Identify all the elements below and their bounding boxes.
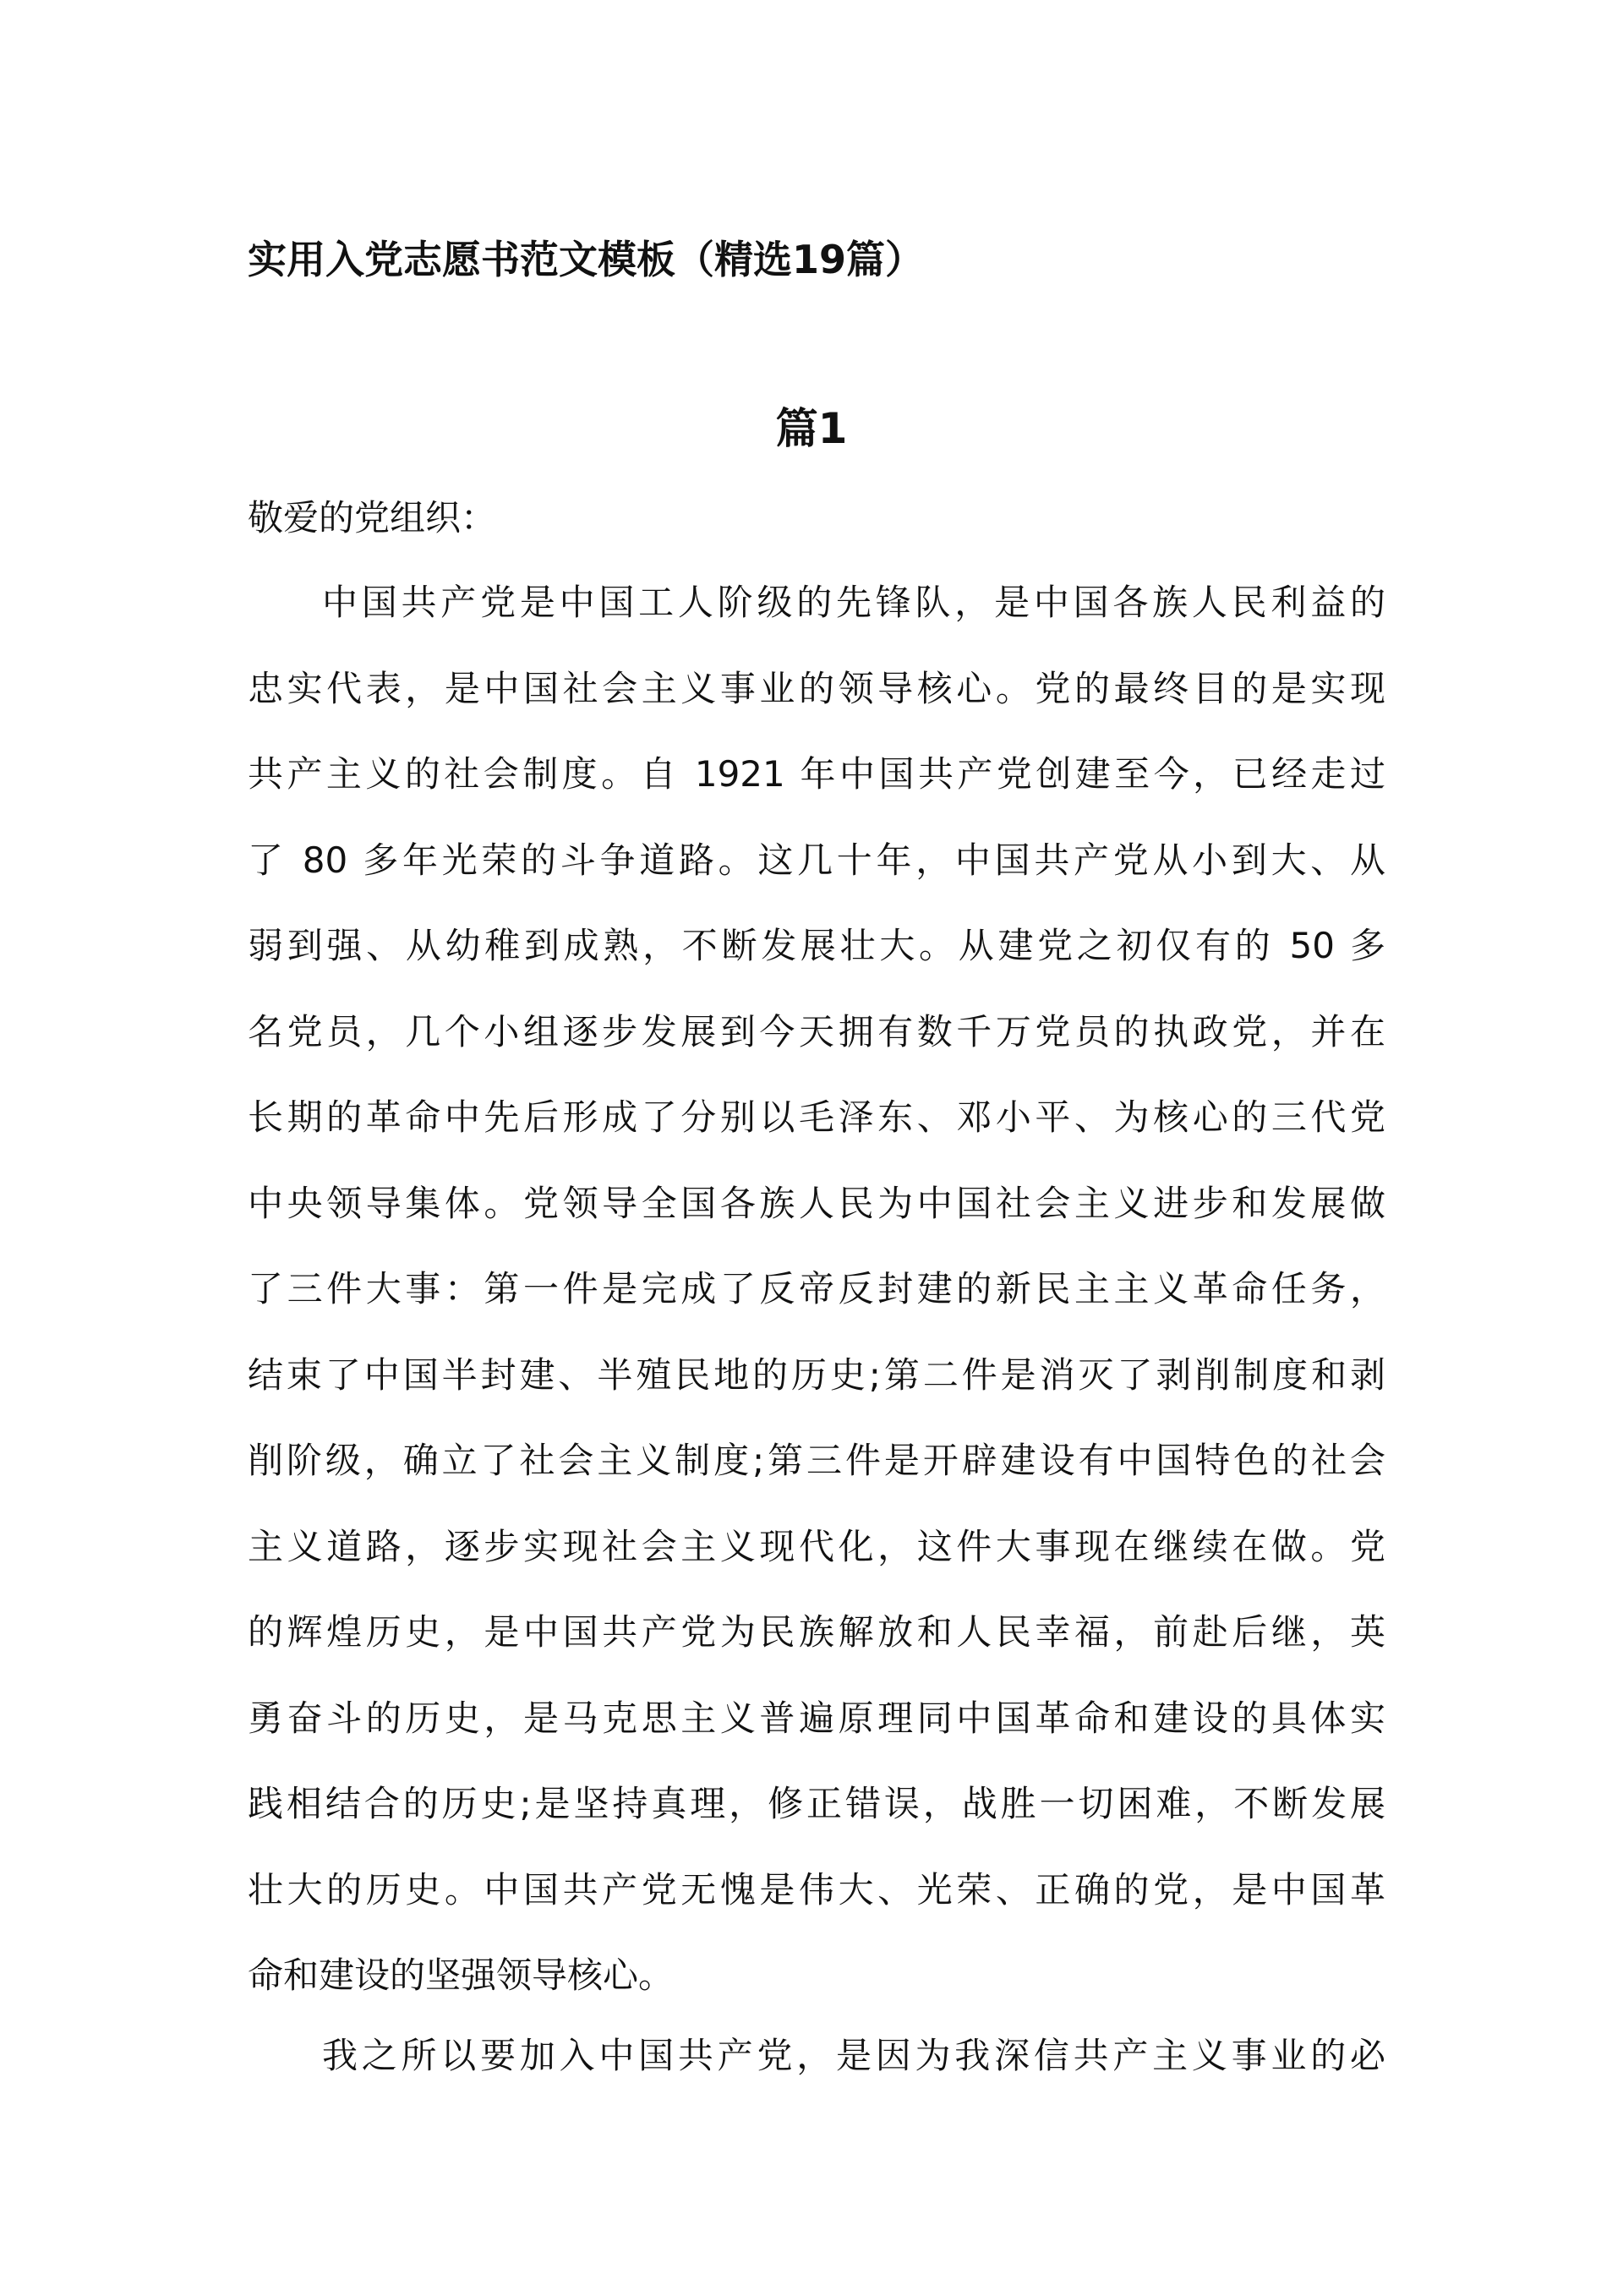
paragraph-line: 名党员，几个小组逐步发展到今天拥有数千万党员的执政党，并在 <box>248 1010 1385 1052</box>
section-heading: 篇1 <box>775 404 848 453</box>
paragraph-line: 的辉煌历史，是中国共产党为民族解放和人民幸福，前赴后继，英 <box>248 1611 1385 1653</box>
body-paragraph-2 <box>248 2013 1385 2099</box>
paragraph-line: 共产主义的社会制度。自 1921 年中国共产党创建至今，已经走过 <box>248 753 1385 795</box>
paragraph-line: 弱到强、从幼稚到成熟，不断发展壮大。从建党之初仅有的 50 多 <box>248 925 1385 966</box>
paragraph-line: 了三件大事：第一件是完成了反帝反封建的新民主主义革命任务， <box>248 1268 1385 1309</box>
paragraph-line: 命和建设的坚强领导核心。 <box>248 1954 675 1996</box>
paragraph-line: 壮大的历史。中国共产党无愧是伟大、光荣、正确的党，是中国革 <box>248 1868 1385 1911</box>
paragraph-line: 削阶级，确立了社会主义制度;第三件是开辟建设有中国特色的社会 <box>248 1440 1385 1481</box>
paragraph-line: 中央领导集体。党领导全国各族人民为中国社会主义进步和发展做 <box>248 1182 1385 1224</box>
paragraph-line: 了 80 多年光荣的斗争道路。这几十年，中国共产党从小到大、从 <box>248 839 1385 881</box>
paragraph-line: 忠实代表，是中国社会主义事业的领导核心。党的最终目的是实现 <box>248 667 1385 709</box>
paragraph-line: 勇奋斗的历史，是马克思主义普遍原理同中国革命和建设的具体实 <box>248 1697 1385 1739</box>
body-paragraph-1 <box>248 560 1385 2019</box>
paragraph-line: 我之所以要加入中国共产党，是因为我深信共产主义事业的必 <box>322 2035 1385 2076</box>
paragraph-line: 中国共产党是中国工人阶级的先锋队，是中国各族人民利益的 <box>322 582 1385 623</box>
paragraph-line: 结束了中国半封建、半殖民地的历史;第二件是消灭了剥削制度和剥 <box>248 1353 1385 1396</box>
paragraph-line: 践相结合的历史;是坚持真理，修正错误，战胜一切困难，不断发展 <box>248 1783 1385 1824</box>
paragraph-line: 主义道路，逐步实现社会主义现代化，这件大事现在继续在做。党 <box>248 1525 1385 1567</box>
document-title: 实用入党志愿书范文模板（精选19篇） <box>248 237 925 282</box>
salutation: 敬爱的党组织： <box>248 497 497 538</box>
paragraph-line: 长期的革命中先后形成了分别以毛泽东、邓小平、为核心的三代党 <box>248 1096 1385 1138</box>
